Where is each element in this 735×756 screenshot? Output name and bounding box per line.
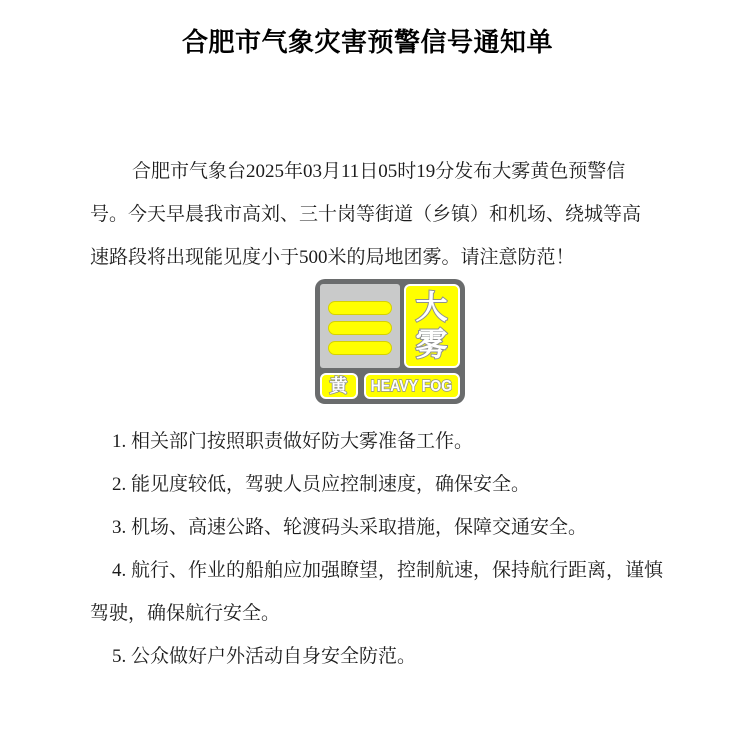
- warning-level-label: 黄: [329, 375, 348, 396]
- warning-level-badge: [320, 373, 358, 399]
- notice-page: [0, 26, 735, 756]
- sign-type-panel-en: [364, 373, 460, 399]
- fog-bar-icon: [328, 301, 392, 315]
- defense-guide-line: 2. 能见度较低，驾驶人员应控制速度，确保安全。: [112, 474, 531, 495]
- fog-warning-sign-container: [90, 279, 649, 404]
- paragraph-line: 速路段将出现能见度小于500米的局地团雾。请注意防范！: [90, 247, 575, 268]
- defense-guide-line: 5. 公众做好户外活动自身安全防范。: [112, 646, 417, 667]
- paragraph-line: 号。今天早晨我市高刘、三十岗等街道（乡镇）和机场、绕城等高: [90, 204, 642, 225]
- fog-bar-icon: [328, 321, 392, 335]
- sign-bottom-row: [320, 373, 460, 399]
- sign-type-label-cn: 大雾: [415, 289, 448, 362]
- defense-guide-list: [90, 420, 664, 678]
- defense-guide-line: 4. 航行、作业的船舶应加强瞭望，控制航速，保持航行距离，谨慎: [112, 560, 664, 581]
- notice-body: [90, 150, 664, 678]
- defense-guide-line: 驾驶，确保航行安全。: [90, 603, 281, 624]
- defense-guide-line: 1. 相关部门按照职责做好防大雾准备工作。: [112, 431, 474, 452]
- sign-type-label-en: HEAVY FOG: [370, 377, 453, 395]
- fog-warning-sign-image: [315, 279, 465, 404]
- fog-symbol-icon: [320, 284, 400, 368]
- sign-top-row: [320, 284, 460, 368]
- defense-guide-line: 3. 机场、高速公路、轮渡码头采取措施，保障交通安全。: [112, 517, 588, 538]
- fog-bar-icon: [328, 341, 392, 355]
- document-title: 合肥市气象灾害预警信号通知单: [181, 27, 553, 57]
- warning-paragraph: [90, 150, 649, 279]
- paragraph-line: 合肥市气象台2025年03月11日05时19分发布大雾黄色预警信: [132, 161, 626, 182]
- sign-type-panel: [404, 284, 460, 368]
